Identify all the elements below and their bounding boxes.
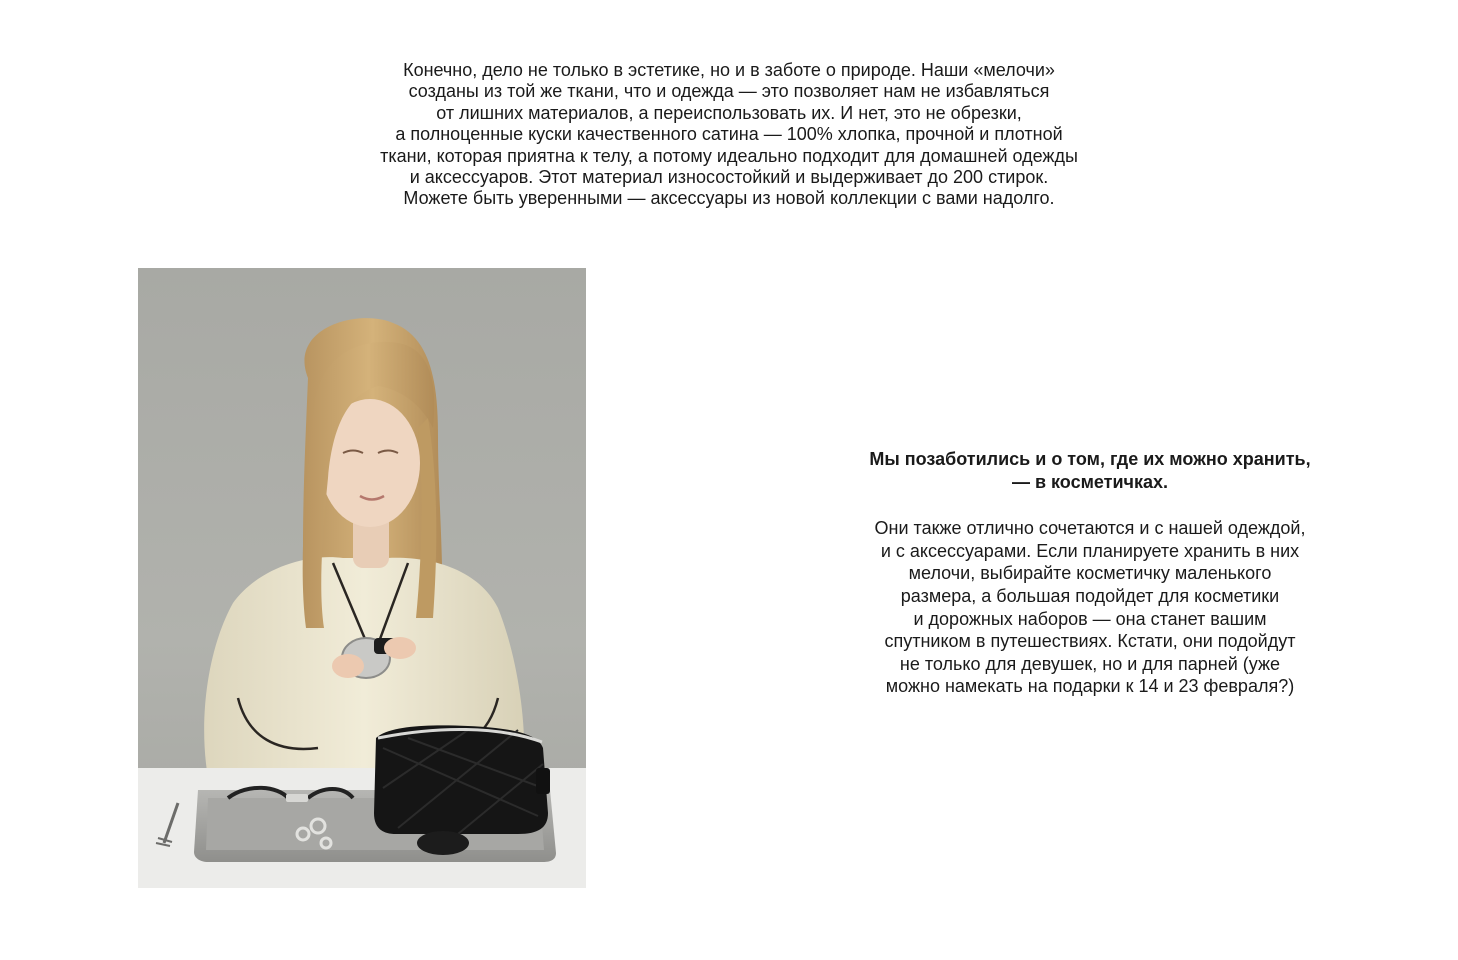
storage-heading-line: Мы позаботились и о том, где их можно хранить, xyxy=(869,449,1311,469)
intro-paragraph xyxy=(300,60,1158,210)
storage-body-line: можно намекать на подарки к 14 и 23 февраля?) xyxy=(885,676,1295,697)
pouch-tab xyxy=(536,768,550,794)
intro-line: а полноценные куски качественного сатина — 100% хлопка, прочной и плотной xyxy=(395,124,1063,145)
storage-heading xyxy=(820,448,1360,493)
photo-illustration xyxy=(138,268,586,888)
product-photo xyxy=(138,268,586,888)
hair-clip xyxy=(286,794,308,802)
storage-body-line: размера, а большая подойдет для косметики xyxy=(900,585,1280,606)
storage-note xyxy=(820,448,1360,698)
storage-body-line: Они также отлично сочетаются и с нашей одеждой, xyxy=(874,518,1306,539)
storage-heading-line: — в косметичках. xyxy=(1011,471,1169,492)
intro-line: Можете быть уверенными — аксессуары из новой коллекции с вами надолго. xyxy=(403,188,1055,209)
hand xyxy=(332,654,364,678)
intro-line: и аксессуаров. Этот материал износостойкий и выдерживает до 200 стирок. xyxy=(409,167,1049,188)
intro-line: Конечно, дело не только в эстетике, но и в заботе о природе. Наши «мелочи» xyxy=(403,60,1055,80)
storage-body-line: мелочи, выбирайте косметичку маленького xyxy=(908,563,1272,584)
storage-body-line: и дорожных наборов — она станет вашим xyxy=(913,608,1267,629)
intro-line: созданы из той же ткани, что и одежда — это позволяет нам не избавляться xyxy=(408,81,1050,102)
storage-body xyxy=(820,517,1360,698)
intro-line: от лишних материалов, а переиспользовать их. И нет, это не обрезки, xyxy=(436,102,1022,123)
storage-body-line: спутником в путешествиях. Кстати, они подойдут xyxy=(884,631,1296,652)
hand xyxy=(384,637,416,659)
intro-line: ткани, которая приятна к телу, а потому идеально подходит для домашней одежды xyxy=(380,145,1078,166)
storage-body-line: и с аксессуарами. Если планируете хранить в них xyxy=(880,540,1300,561)
storage-body-line: не только для девушек, но и для парней (уже xyxy=(899,653,1281,674)
scrunchie xyxy=(417,831,469,855)
